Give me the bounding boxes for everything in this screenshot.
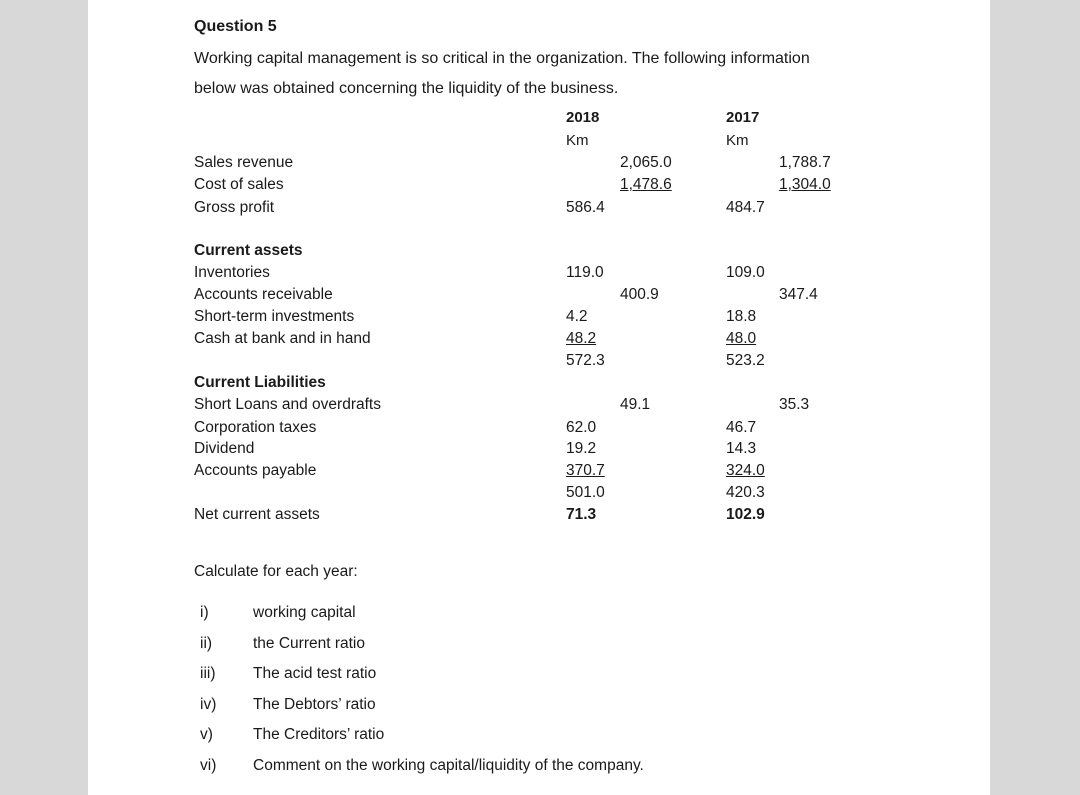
current-assets-heading: Current assets [194,242,303,259]
sales-revenue-label: Sales revenue [194,154,294,171]
net-current-assets-2017: 102.9 [726,506,765,523]
column-unit-2017: Km [726,132,749,149]
task-text: The Debtors’ ratio [253,696,376,713]
accounts-receivable-2017: 347.4 [779,286,818,303]
current-liabilities-total-2017: 420.3 [726,484,765,501]
corporation-taxes-label: Corporation taxes [194,419,317,436]
sales-revenue-2018: 2,065.0 [620,154,672,171]
current-liabilities-total-2018: 501.0 [566,484,605,501]
dividend-2017: 14.3 [726,440,757,457]
current-assets-total-2017: 523.2 [726,352,765,369]
current-liabilities-heading: Current Liabilities [194,374,326,391]
task-number: iii) [200,665,216,682]
cost-of-sales-2018: 1,478.6 [620,176,672,193]
short-term-investments-label: Short-term investments [194,308,355,325]
gross-profit-2017: 484.7 [726,199,765,216]
column-header-2017: 2017 [726,109,760,126]
short-loans-2018: 49.1 [620,396,651,413]
net-current-assets-label: Net current assets [194,506,320,523]
intro-line-1: Working capital management is so critical in the organization. The following information [194,50,810,67]
question-title: Question 5 [194,18,277,35]
accounts-payable-label: Accounts payable [194,462,317,479]
accounts-receivable-2018: 400.9 [620,286,659,303]
task-number: ii) [200,635,213,652]
task-number: v) [200,726,213,743]
accounts-payable-2018: 370.7 [566,462,605,479]
accounts-receivable-label: Accounts receivable [194,286,333,303]
short-loans-2017: 35.3 [779,396,810,413]
inventories-2017: 109.0 [726,264,765,281]
task-text: Comment on the working capital/liquidity of the company. [253,757,644,774]
cash-label: Cash at bank and in hand [194,330,371,347]
cash-2017: 48.0 [726,330,757,347]
task-text: The acid test ratio [253,665,377,682]
net-current-assets-2018: 71.3 [566,506,597,523]
dividend-2018: 19.2 [566,440,597,457]
calculate-prompt: Calculate for each year: [194,563,358,580]
column-unit-2018: Km [566,132,589,149]
task-number: i) [200,604,209,621]
intro-line-2: below was obtained concerning the liquidity of the business. [194,80,619,97]
sales-revenue-2017: 1,788.7 [779,154,831,171]
cash-2018: 48.2 [566,330,597,347]
dividend-label: Dividend [194,440,255,457]
accounts-payable-2017: 324.0 [726,462,765,479]
task-text: The Creditors’ ratio [253,726,385,743]
short-term-investments-2017: 18.8 [726,308,757,325]
corporation-taxes-2017: 46.7 [726,419,757,436]
short-term-investments-2018: 4.2 [566,308,588,325]
task-text: working capital [253,604,356,621]
task-text: the Current ratio [253,635,365,652]
column-header-2018: 2018 [566,109,600,126]
task-number: vi) [200,757,217,774]
short-loans-label: Short Loans and overdrafts [194,396,381,413]
inventories-2018: 119.0 [566,264,604,281]
task-number: iv) [200,696,217,713]
gross-profit-2018: 586.4 [566,199,605,216]
cost-of-sales-2017: 1,304.0 [779,176,831,193]
corporation-taxes-2018: 62.0 [566,419,597,436]
inventories-label: Inventories [194,264,270,281]
current-assets-total-2018: 572.3 [566,352,605,369]
gross-profit-label: Gross profit [194,199,275,216]
cost-of-sales-label: Cost of sales [194,176,284,193]
